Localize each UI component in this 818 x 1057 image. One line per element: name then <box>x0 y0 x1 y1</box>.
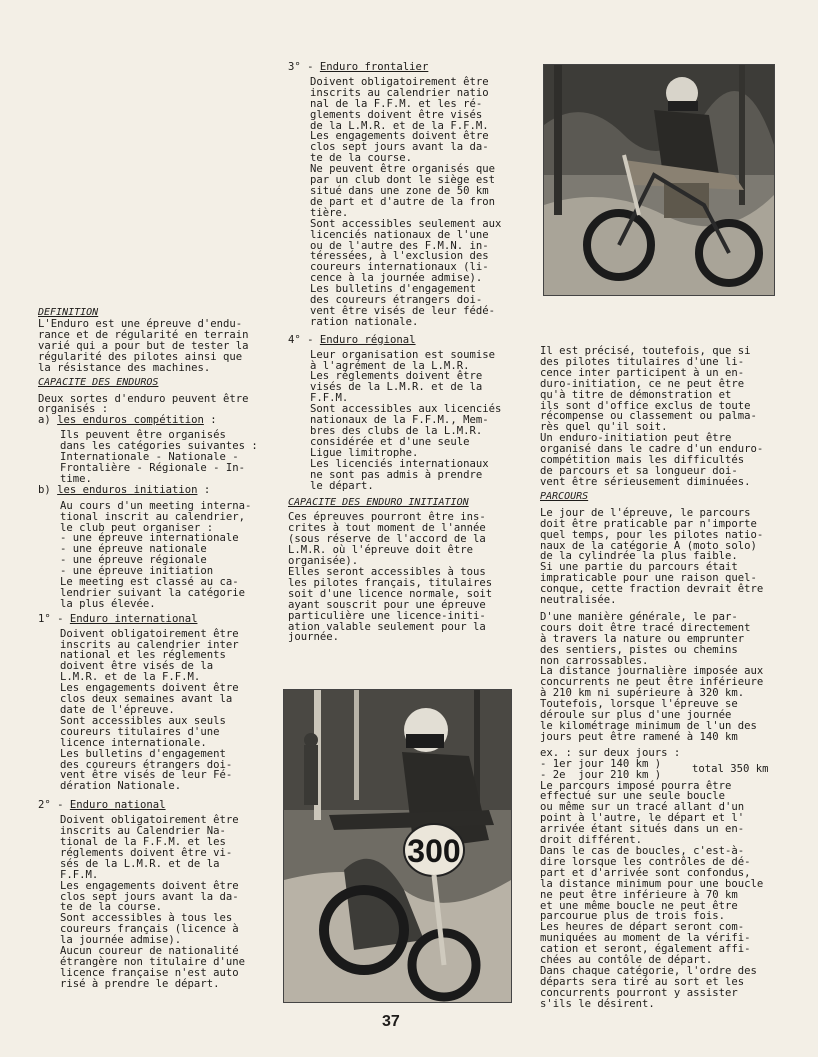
initiation-capacity-text: Ces épreuves pourront être ins- crites à tout moment de l'année (sous réserve de l'accord de la L.M.R. où l'épreuve doit être organisée). Elles seront accessibles à tous les pilotes français, titulaires soit d'une licence normale, soit ayant souscrit pour une épreuve particulière une licence-initi- ation valable seulement pour la journée. <box>288 511 493 644</box>
regional-text: Leur organisation est soumise à l'agrément de la L.M.R. Les réglements doivent être visés de la L.M.R. et de la F.F.M. Sont accessibles aux licenciés nationaux de la F.F.M., Mem- bres des clubs de la L.M.R. considérée et d'une seule Ligue limitrophe. Les licenciés internationaux ne sont pas admis à prendre le départ. <box>310 348 502 492</box>
parcours-heading: PARCOURS <box>540 490 589 502</box>
initiation-capacity-heading: CAPACITE DES ENDURO INITIATION <box>288 497 469 509</box>
right-column <box>540 346 776 1010</box>
parcours-text-3: Le parcours imposé pourra être effectué sur une seule boucle ou même sur un tracé allant d'un point à l'autre, le départ et l' arrivée étant situés dans un en- droit différent. Dans le cas de boucles, c'est-à- dire lorsque les contrôles de dé- part et d'arrivée sont confondus, la distance minimum pour une boucle ne peut être inférieure à 70 km et une même boucle ne peut être parcourue plus de trois fois. Les heures de départ seront com- muniquées au moment de la vérifi- cation et seront, également affi- chées au contôle de départ. Dans chaque catégorie, l'ordre des départs sera tiré au sort et les concurrents pourront y assister s'ils le désirent. <box>540 779 764 1010</box>
enduro-frontalier-title: 3° - Enduro frontalier <box>288 61 429 73</box>
initiation-text: Au cours d'un meeting interna- tional inscrit au calendrier, le club peut organiser : - une épreuve internationale - une épreuve nationale - une épreuve régionale - une épreuve initiation Le meeting est classé au ca- lendrier suivant la catégorie la plus élevée. <box>60 499 252 610</box>
photo-rider-forest <box>543 64 775 296</box>
rider-300-illustration <box>284 690 511 1002</box>
enduro-national-title: 2° - Enduro national <box>38 799 166 812</box>
example-total: total 350 km <box>692 762 769 775</box>
national-text: Doivent obligatoirement être inscrits au Calendrier Na- tional de la F.F.M. et les réglements doivent être vi- sés de la L.M.R. et de la F.F.M. Les engagements doivent être clos sept jours avant la da- te de la course. Sont accessibles à tous les coureurs français (licence à la journée admise). Aucun coureur de nationalité étrangère non titulaire d'une licence française n'est auto risé à prendre le départ. <box>60 814 245 990</box>
parcours-text-1: Le jour de l'épreuve, le parcours doit être praticable par n'importe quel temps, pour les pilotes natio- naux de la catégorie A (moto solo) de la cylindrée la plus faible. Si une partie du parcours était impraticable pour une raison quel- conque, cette fraction devrait être neutralisée. <box>540 506 764 607</box>
capacite-heading: CAPACITE DES ENDUROS <box>38 376 159 388</box>
photo-rider-300 <box>283 689 512 1003</box>
example-block: ex. : sur deux jours : - 1er jour 140 km ) - 2e jour 210 km ) total 350 km <box>540 746 769 781</box>
enduros-initiation-title: b) les enduros initiation : <box>38 483 211 496</box>
rider-forest-illustration <box>544 65 774 295</box>
definition-heading: DEFINITION <box>38 307 99 318</box>
middle-column <box>288 62 523 643</box>
initiation-note-text: Il est précisé, toutefois, que si des pilotes titulaires d'une li- cence inter participent à un en- duro-initiation, ce ne peut être qu'à titre de démonstration et ils sont d'office exclus de toute récompense ou classement ou palma- rès quel qu'il soit. Un enduro-initiation peut être organisé dans le cadre d'un enduro- compétition mais les difficultés de parcours et sa longueur doi- vent être sérieusement diminuées. <box>540 345 764 488</box>
page-number: 37 <box>382 1013 400 1030</box>
definition-text: L'Enduro est une épreuve d'endu- rance et de régularité en terrain varié qui a pour but de tester la régularité des pilotes ainsi que la résistance des machines. <box>38 318 249 374</box>
enduro-international-title: 1° - Enduro international <box>38 612 198 625</box>
competition-text: Ils peuvent être organisés dans les catégories suivantes : Internationale - Nationale - Frontalière - Régionale - In- time. <box>60 429 258 485</box>
enduro-regional-title: 4° - Enduro régional <box>288 333 416 346</box>
left-column: DEFINITION L'Enduro est une épreuve d'endu- rance et de régularité en terrain varié qui a pour but de tester la régularité des pilotes ainsi que la résistance des machines. CAPACITE DES ENDUROS Deux sortes d'enduro peuvent être organisés : a) les enduros compétition : Ils peuvent être organisés dans les catégories suivantes : Internationale - Nationale - Frontalière - Régionale - In- time. b) les enduros initiation : Au cours d'un meeting interna- tional inscrit au calendrier, le club peut organiser : - une épreuve internationale - une épreuve nationale - une épreuve régionale - une épreuve initiation Le meeting est classé au ca- lendrier suivant la catégorie la plus élevée. 1° - Enduro international Doivent obligatoirement être inscrits au calendrier inter national et les réglements doivent être visés de la L.M.R. et de la F.F.M. Les engagements doivent être clos deux semaines avant la date de l'épreuve. Sont accessibles aux seuls coureurs titulaires d'une licence internationale. Les bulletins d'engagement des coureurs étrangers doi- vent être visés de leur Fé- dération Nationale. 2° - Enduro national Doivent obligatoirement être inscrits au Calendrier Na- tional de la F.F.M. et les réglements doivent être vi- sés de la L.M.R. et de la F.F.M. Les engagements doivent être clos sept jours avant la da- te de la course. Sont accessibles à tous les coureurs français (licence à la journée admise). Aucun coureur de nationalité étrangère non titulaire d'une licence française n'est auto risé à prendre le départ. <box>38 307 268 990</box>
international-text: Doivent obligatoirement être inscrits au calendrier inter national et les réglements doivent être visés de la L.M.R. et de la F.F.M. Les engagements doivent être clos deux semaines avant la date de l'épreuve. Sont accessibles aux seuls coureurs titulaires d'une licence internationale. Les bulletins d'engagement des coureurs étrangers doi- vent être visés de leur Fé- dération Nationale. <box>60 627 239 793</box>
frontalier-text: Doivent obligatoirement être inscrits au calendrier natio nal de la F.F.M. et les ré- glements doivent être visés de la L.M.R. et de la F.F.M. Les engagements doivent être clos sept jours avant la da- te de la course. Ne peuvent être organisés que par un club dont le siège est situé dans une zone de 50 km de part et d'autre de la fron tière. Sont accessibles seulement aux licenciés nationaux de l'une ou de l'autre des F.M.N. in- téressées, à l'exclusion des coureurs internationaux (li- cence à la journée admise). Les bulletins d'engagement des coureurs étrangers doi- vent être visés de leur fédé- ration nationale. <box>310 75 502 328</box>
enduros-competition-title: a) les enduros compétition : <box>38 414 217 427</box>
number-plate: 300 <box>407 833 461 869</box>
parcours-text-2: D'une manière générale, le par- cours doit être tracé directement à travers la nature ou emprunter des sentiers, pistes ou chemins non carrossables. La distance journalière imposée aux concurrents ne peut être inférieure à 210 km ni supérieure à 320 km. Toutefois, lorsque l'épreuve se déroule sur plus d'une journée le kilométrage minimum de l'un des jours peut être ramené à 140 km <box>540 610 764 743</box>
